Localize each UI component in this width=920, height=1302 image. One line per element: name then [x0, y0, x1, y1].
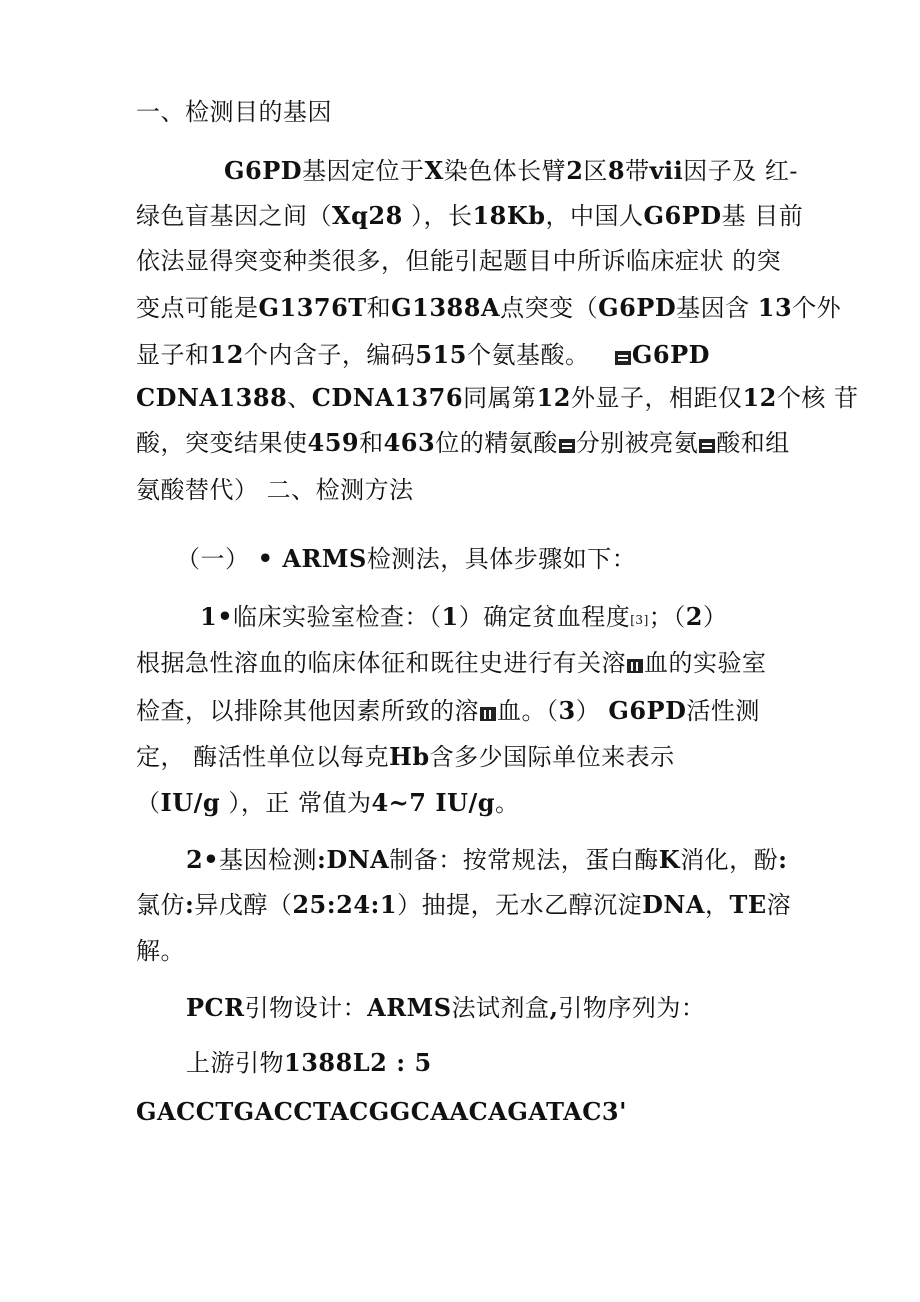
paragraph-line: 定， 酶活性单位以每克Hb含多少国际单位来表示 — [136, 742, 675, 771]
garbled-glyph-icon — [559, 439, 575, 453]
paragraph-line: 检查，以排除其他因素所致的溶 血。（3） G6PD活性测 — [136, 696, 760, 725]
paragraph-line: PCR引物设计：ARMS法试剂盒,引物序列为： — [186, 993, 706, 1022]
paragraph-line: （IU/g ），正 常值为4~7 IU/g。 — [136, 788, 520, 817]
section-heading-arms-method: （一） • ARMS检测法，具体步骤如下： — [176, 544, 637, 573]
paragraph-line: 依法显得突变种类很多，但能引起题目中所诉临床症状 的突 — [136, 247, 782, 275]
paragraph-line: CDNA1388、CDNA1376同属第12外显子，相距仅12个核 苷 — [136, 383, 859, 412]
paragraph-line: 酸，突变结果使459和463位的精氨酸 分别被亮氨 酸和组 — [136, 428, 790, 457]
paragraph-line: 1•临床实验室检查：（1）确定贫血程度[3]；（2） — [200, 602, 728, 631]
paragraph-line: 解。 — [136, 937, 185, 965]
paragraph-line: 上游引物1388L2 : 5 — [186, 1048, 432, 1077]
primer-sequence: GACCTGACCTACGGCAACAGATAC3' — [136, 1097, 627, 1126]
garbled-glyph-icon — [699, 439, 715, 453]
paragraph-line: 根据急性溶血的临床体征和既往史进行有关溶 血的实验室 — [136, 649, 767, 677]
garbled-glyph-icon — [627, 659, 643, 673]
paragraph-line: 氯仿:异戊醇（25:24:1）抽提，无水乙醇沉淀DNA，TE溶 — [136, 890, 792, 919]
garbled-glyph-icon — [480, 707, 496, 721]
paragraph-line: G6PD基因定位于X染色体长臂2区8带vii因子及 红- — [224, 156, 799, 185]
paragraph-line: 显子和12个内含子，编码515个氨基酸。 G6PD — [136, 340, 710, 369]
paragraph-line: 2•基因检测:DNA制备：按常规法，蛋白酶K消化，酚: — [186, 845, 788, 874]
garbled-glyph-icon — [615, 351, 631, 365]
paragraph-line: 氨酸替代） 二、检测方法 — [136, 476, 414, 504]
paragraph-line: 绿色盲基因之间（Xq28 ），长18Kb，中国人G6PD基 目前 — [136, 201, 804, 230]
citation-ref: [3] — [630, 613, 649, 627]
section-heading-target-gene: 一、检测目的基因 — [136, 98, 332, 126]
paragraph-line: 变点可能是G1376T和G1388A点突变（G6PD基因含 13个外 — [136, 293, 842, 322]
